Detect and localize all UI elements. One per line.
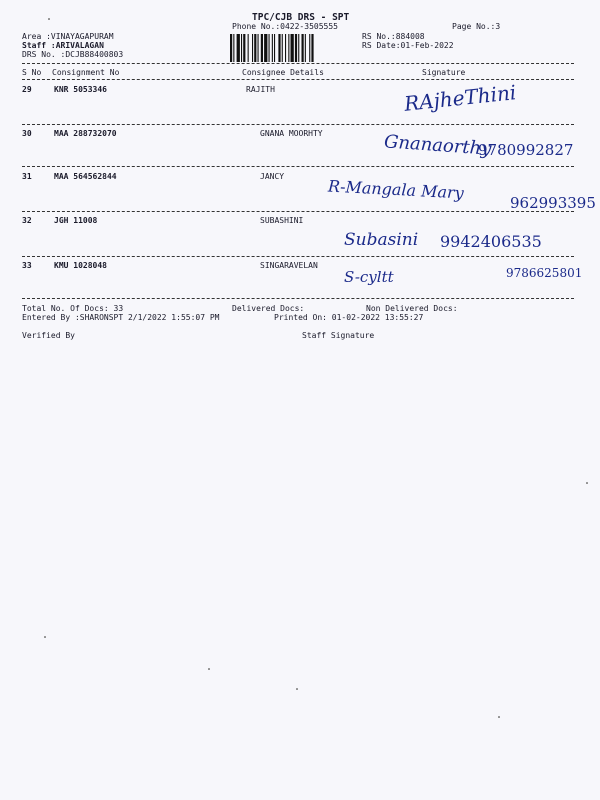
col-header-signature: Signature: [422, 68, 466, 77]
row-consignee: RAJITH: [246, 85, 275, 94]
barcode-bar: [258, 34, 259, 62]
printed-on: Printed On: 01-02-2022 13:55:27: [274, 313, 424, 322]
rs-number: RS No.:884008: [362, 32, 425, 41]
row-consignment: MAA 564562844: [54, 172, 117, 181]
handwritten-signature: Subasini: [344, 230, 419, 250]
row-consignee: SUBASHINI: [260, 216, 304, 225]
scan-speck: [208, 668, 210, 670]
col-header-sno: S No: [22, 68, 42, 77]
row-sno: 32: [22, 216, 32, 225]
barcode-bar: [282, 34, 283, 62]
barcode-bar: [264, 34, 267, 62]
barcode-bar: [298, 34, 299, 62]
barcode-bar: [254, 34, 256, 62]
barcode-bar: [291, 34, 294, 62]
divider: [22, 124, 574, 125]
scan-speck: [296, 688, 298, 690]
barcode-bar: [230, 34, 232, 62]
scan-speck: [48, 18, 50, 20]
row-consignment: MAA 288732070: [54, 129, 117, 138]
divider: [22, 79, 574, 80]
row-consignment: KNR 5053346: [54, 85, 107, 94]
barcode-bar: [285, 34, 286, 62]
barcode-bar: [241, 34, 242, 62]
divider: [22, 256, 574, 257]
row-consignee: SINGARAVELAN: [260, 261, 318, 270]
row-sno: 33: [22, 261, 32, 270]
scan-speck: [498, 716, 500, 718]
handwritten-phone: 9786625801: [506, 266, 583, 280]
staff-signature: Staff Signature: [302, 331, 375, 340]
barcode-bar: [309, 34, 310, 62]
barcode-bar: [261, 34, 263, 62]
delivered-docs: Delivered Docs:: [232, 304, 305, 313]
handwritten-signature: RAjheThini: [403, 80, 518, 116]
entered-by: Entered By :SHARONSPT 2/1/2022 1:55:07 PM: [22, 313, 220, 322]
barcode-bar: [252, 34, 253, 62]
row-sno: 31: [22, 172, 32, 181]
handwritten-signature: Gnanaorthy: [383, 131, 493, 160]
handwritten-phone: 9942406535: [440, 232, 542, 251]
handwritten-signature: S-cyltt: [344, 268, 394, 286]
row-sno: 30: [22, 129, 32, 138]
handwritten-phone: 962993395: [510, 194, 596, 212]
barcode-bar: [233, 34, 234, 62]
total-docs: Total No. Of Docs: 33: [22, 304, 124, 313]
page-number: Page No.:3: [452, 22, 501, 31]
barcode: [230, 34, 354, 62]
barcode-bar: [305, 34, 306, 62]
drs-number: DRS No. :DCJB88400803: [22, 50, 124, 59]
handwritten-phone: 9780992827: [478, 141, 574, 159]
divider: [22, 166, 574, 167]
document-title: TPC/CJB DRS - SPT: [252, 12, 350, 23]
area-label: Area :VINAYAGAPURAM: [22, 32, 114, 41]
non-delivered-docs: Non Delivered Docs:: [366, 304, 458, 313]
row-consignee: GNANA MOORHTY: [260, 129, 323, 138]
barcode-bar: [302, 34, 304, 62]
staff-label: Staff :ARIVALAGAN: [22, 41, 104, 50]
divider: [22, 211, 574, 212]
barcode-bar: [269, 34, 270, 62]
verified-by: Verified By: [22, 331, 75, 340]
col-header-consignee: Consignee Details: [242, 68, 324, 77]
scan-speck: [586, 482, 588, 484]
row-consignee: JANCY: [260, 172, 285, 181]
scan-speck: [44, 636, 46, 638]
row-consignment: JGH 11008: [54, 216, 98, 225]
phone-number: Phone No.:0422-3505555: [232, 22, 338, 31]
divider: [22, 298, 574, 299]
barcode-bar: [248, 34, 249, 62]
handwritten-signature: R-Mangala Mary: [327, 176, 465, 203]
rs-date: RS Date:01-Feb-2022: [362, 41, 454, 50]
col-header-consignment: Consignment No: [52, 68, 120, 77]
barcode-bar: [243, 34, 245, 62]
barcode-bar: [278, 34, 280, 62]
barcode-bar: [237, 34, 240, 62]
row-consignment: KMU 1028048: [54, 261, 107, 270]
divider: [22, 63, 574, 64]
barcode-bar: [288, 34, 289, 62]
barcode-bar: [274, 34, 275, 62]
row-sno: 29: [22, 85, 32, 94]
barcode-bar: [272, 34, 273, 62]
barcode-bar: [295, 34, 297, 62]
barcode-bar: [311, 34, 313, 62]
